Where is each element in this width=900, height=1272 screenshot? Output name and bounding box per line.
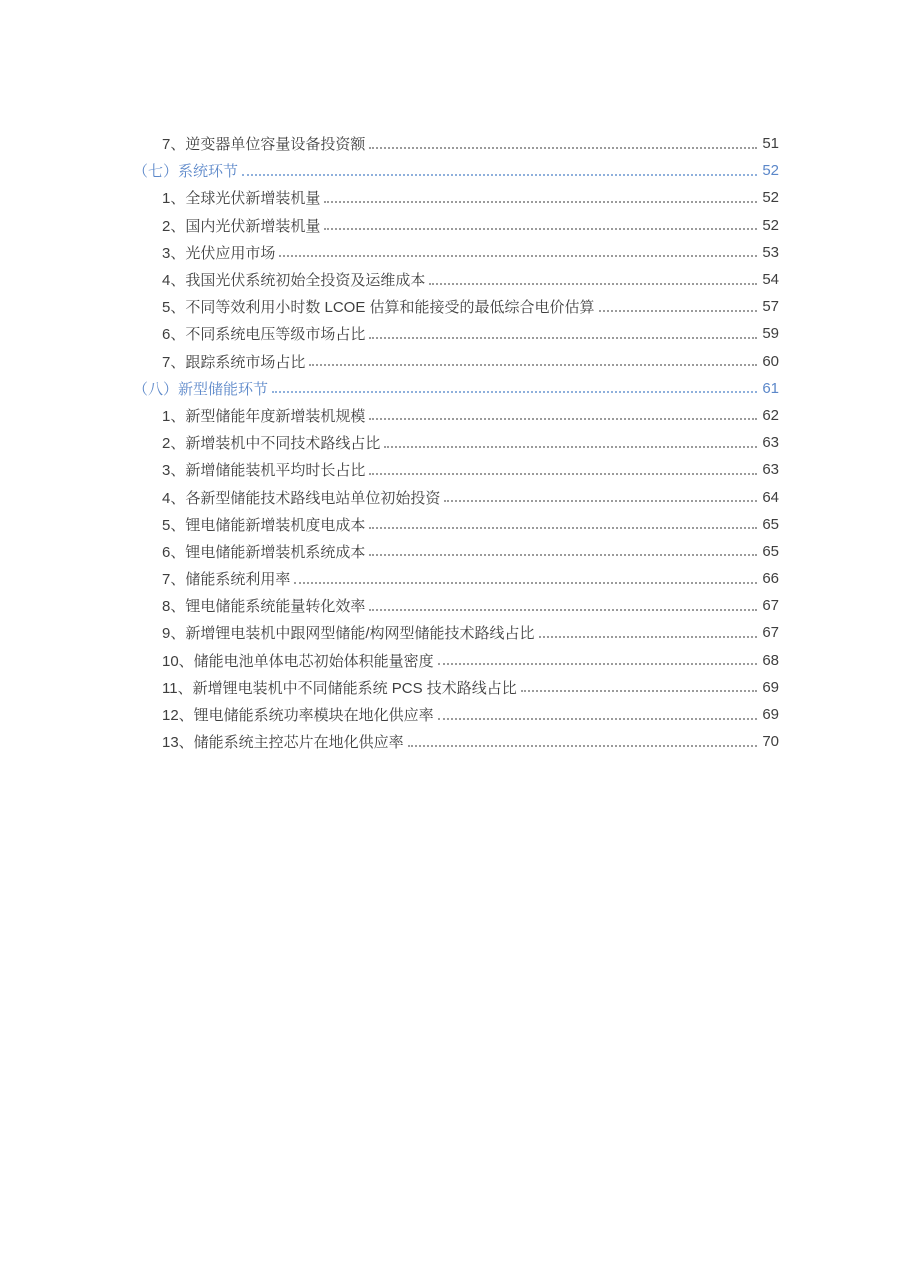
dot-leader bbox=[438, 710, 758, 720]
dot-leader bbox=[444, 492, 757, 502]
dot-leader bbox=[369, 139, 757, 149]
toc-entry-row[interactable] bbox=[133, 511, 779, 538]
dot-leader bbox=[272, 383, 757, 393]
toc-row-page-number: 62 bbox=[762, 406, 779, 424]
toc-row-label: 10、储能电池单体电芯初始体积能量密度 bbox=[162, 652, 434, 670]
toc-entry-row[interactable] bbox=[133, 348, 779, 375]
dot-leader bbox=[429, 275, 757, 285]
toc-row-label: 4、我国光伏系统初始全投资及运维成本 bbox=[162, 272, 426, 290]
toc-row-label: 9、新增锂电装机中跟网型储能/构网型储能技术路线占比 bbox=[162, 625, 535, 643]
toc-row-page-number: 52 bbox=[762, 216, 779, 234]
toc-row-page-number: 70 bbox=[762, 733, 779, 751]
dot-leader bbox=[369, 601, 757, 611]
toc-row-page-number: 53 bbox=[762, 243, 779, 261]
dot-leader bbox=[369, 465, 757, 475]
toc-row-page-number: 63 bbox=[762, 434, 779, 452]
toc-entry-row[interactable] bbox=[133, 647, 779, 674]
toc-row-label: 7、逆变器单位容量设备投资额 bbox=[162, 136, 366, 154]
toc-row-label: 1、新型储能年度新增装机规模 bbox=[162, 407, 366, 425]
dot-leader bbox=[294, 574, 757, 584]
toc-row-label: 6、不同系统电压等级市场占比 bbox=[162, 326, 366, 344]
toc-row-label: （八）新型储能环节 bbox=[133, 380, 269, 398]
toc-row-label: 3、光伏应用市场 bbox=[162, 244, 276, 262]
dot-leader bbox=[521, 682, 758, 692]
dot-leader bbox=[242, 166, 757, 176]
toc-entry-row[interactable] bbox=[133, 674, 779, 701]
toc-row-page-number: 69 bbox=[762, 678, 779, 696]
toc-row-label: 5、锂电储能新增装机度电成本 bbox=[162, 516, 366, 534]
toc-section-row[interactable] bbox=[133, 375, 779, 402]
toc-row-page-number: 59 bbox=[762, 325, 779, 343]
toc-section-row[interactable] bbox=[133, 157, 779, 184]
toc-entry-row[interactable] bbox=[133, 565, 779, 592]
toc-row-page-number: 69 bbox=[762, 706, 779, 724]
toc-entry-row[interactable] bbox=[133, 130, 779, 157]
toc-row-page-number: 60 bbox=[762, 352, 779, 370]
toc-row-page-number: 63 bbox=[762, 461, 779, 479]
toc-row-label: 2、国内光伏新增装机量 bbox=[162, 217, 321, 235]
toc-entry-row[interactable] bbox=[133, 701, 779, 728]
toc-row-label: 13、储能系统主控芯片在地化供应率 bbox=[162, 734, 404, 752]
toc-entry-row[interactable] bbox=[133, 592, 779, 619]
toc-row-label: 11、新增锂电装机中不同储能系统 PCS 技术路线占比 bbox=[162, 679, 517, 697]
toc-row-page-number: 52 bbox=[762, 162, 779, 180]
toc-row-page-number: 51 bbox=[762, 135, 779, 153]
toc-row-page-number: 57 bbox=[762, 298, 779, 316]
toc-row-label: 5、不同等效利用小时数 LCOE 估算和能接受的最低综合电价估算 bbox=[162, 299, 595, 317]
toc-entry-row[interactable] bbox=[133, 239, 779, 266]
toc-list bbox=[133, 130, 779, 755]
toc-entry-row[interactable] bbox=[133, 184, 779, 211]
toc-row-label: 3、新增储能装机平均时长占比 bbox=[162, 462, 366, 480]
toc-row-page-number: 52 bbox=[762, 189, 779, 207]
dot-leader bbox=[369, 329, 757, 339]
toc-entry-row[interactable] bbox=[133, 483, 779, 510]
toc-row-page-number: 65 bbox=[762, 515, 779, 533]
dot-leader bbox=[369, 546, 757, 556]
toc-row-page-number: 67 bbox=[762, 597, 779, 615]
toc-row-page-number: 65 bbox=[762, 542, 779, 560]
toc-entry-row[interactable] bbox=[133, 456, 779, 483]
toc-row-page-number: 68 bbox=[762, 651, 779, 669]
toc-row-page-number: 54 bbox=[762, 271, 779, 289]
dot-leader bbox=[279, 247, 757, 257]
toc-entry-row[interactable] bbox=[133, 266, 779, 293]
toc-entry-row[interactable] bbox=[133, 538, 779, 565]
toc-row-label: （七）系统环节 bbox=[133, 163, 239, 181]
dot-leader bbox=[599, 302, 758, 312]
dot-leader bbox=[324, 193, 757, 203]
toc-row-label: 7、跟踪系统市场占比 bbox=[162, 353, 306, 371]
toc-row-page-number: 64 bbox=[762, 488, 779, 506]
toc-row-label: 2、新增装机中不同技术路线占比 bbox=[162, 435, 381, 453]
toc-row-label: 1、全球光伏新增装机量 bbox=[162, 190, 321, 208]
toc-entry-row[interactable] bbox=[133, 402, 779, 429]
dot-leader bbox=[384, 438, 757, 448]
toc-row-page-number: 67 bbox=[762, 624, 779, 642]
dot-leader bbox=[539, 628, 758, 638]
toc-entry-row[interactable] bbox=[133, 728, 779, 755]
dot-leader bbox=[369, 519, 757, 529]
dot-leader bbox=[324, 220, 757, 230]
dot-leader bbox=[309, 356, 757, 366]
toc-entry-row[interactable] bbox=[133, 429, 779, 456]
dot-leader bbox=[438, 655, 758, 665]
toc-row-page-number: 61 bbox=[762, 379, 779, 397]
toc-row-label: 8、锂电储能系统能量转化效率 bbox=[162, 598, 366, 616]
toc-row-label: 6、锂电储能新增装机系统成本 bbox=[162, 543, 366, 561]
dot-leader bbox=[408, 737, 758, 747]
toc-row-label: 4、各新型储能技术路线电站单位初始投资 bbox=[162, 489, 441, 507]
dot-leader bbox=[369, 410, 757, 420]
toc-entry-row[interactable] bbox=[133, 212, 779, 239]
toc-row-label: 7、储能系统利用率 bbox=[162, 571, 291, 589]
toc-row-label: 12、锂电储能系统功率模块在地化供应率 bbox=[162, 707, 434, 725]
toc-entry-row[interactable] bbox=[133, 320, 779, 347]
toc-entry-row[interactable] bbox=[133, 619, 779, 646]
toc-entry-row[interactable] bbox=[133, 293, 779, 320]
toc-row-page-number: 66 bbox=[762, 570, 779, 588]
